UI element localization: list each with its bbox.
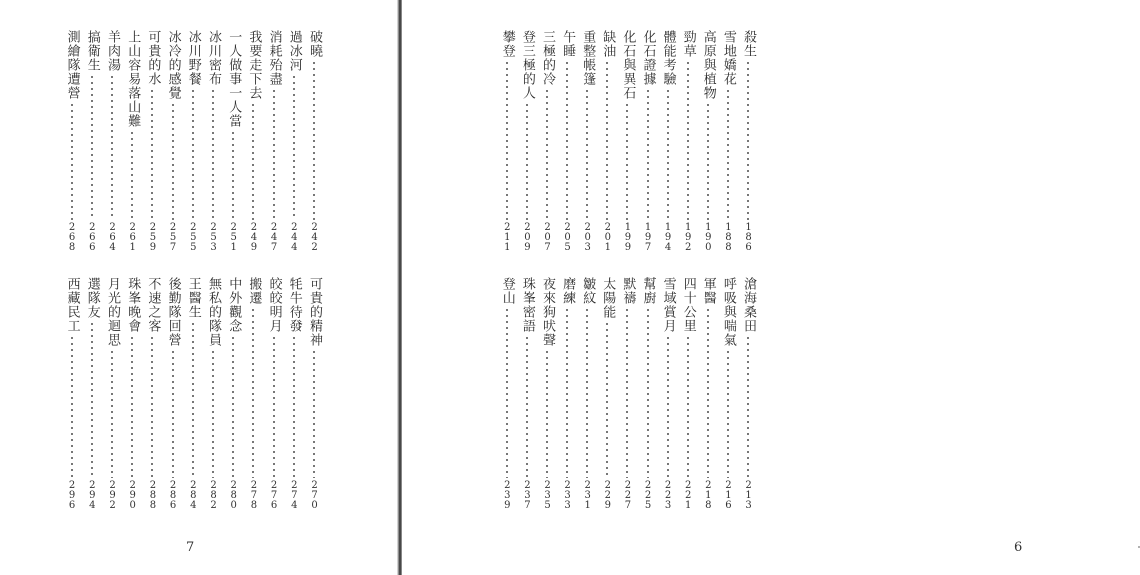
- toc-entry-page-number: 205: [562, 222, 574, 252]
- toc-entry-page-number: 253: [208, 222, 219, 252]
- toc-entry-title: 羊肉湯: [105, 30, 120, 72]
- dot-leader: [131, 335, 133, 478]
- toc-entry: [599, 277, 615, 510]
- toc-entry: [306, 30, 322, 252]
- toc-entry-title: 選隊友: [84, 277, 100, 319]
- toc-entry-page-number: 255: [187, 222, 199, 252]
- toc-entry-title: 午睡: [560, 30, 576, 58]
- toc-entry-page-number: 186: [743, 222, 754, 252]
- toc-entry-page-number: 192: [682, 222, 694, 252]
- toc-entry: [599, 30, 615, 252]
- dot-leader: [667, 335, 669, 478]
- dot-leader: [667, 88, 669, 220]
- dot-leader: [566, 60, 568, 220]
- dot-leader: [586, 307, 588, 478]
- toc-entry-page-number: 227: [622, 480, 634, 510]
- toc-entry: [720, 277, 736, 510]
- toc-entry-page-number: 268: [66, 222, 78, 252]
- toc-entry-title: 雪地嬌花: [720, 30, 736, 86]
- toc-entry-page-number: 257: [167, 222, 179, 252]
- toc-entry: [225, 277, 241, 510]
- toc-entry-title: 雪域賞月: [660, 277, 676, 333]
- dot-leader: [273, 88, 275, 220]
- dot-leader: [172, 102, 174, 220]
- dot-leader: [172, 349, 174, 478]
- toc-entry: [245, 30, 261, 252]
- toc-entry-title: 我要走下去: [246, 30, 262, 100]
- toc-entry: [165, 30, 181, 252]
- dot-leader: [151, 88, 153, 220]
- toc-entry-page-number: 284: [187, 480, 199, 510]
- toc-entry-title: 呼吸與喘氣: [720, 277, 736, 347]
- toc-entry-page-number: 282: [208, 480, 219, 510]
- toc-entry-page-number: 223: [662, 480, 674, 510]
- dot-leader: [91, 321, 93, 478]
- dot-leader: [192, 88, 194, 220]
- toc-entry: [84, 277, 100, 510]
- toc-entry: [124, 30, 140, 252]
- toc-entry-page-number: 233: [562, 480, 574, 510]
- page-number: 7: [186, 540, 195, 555]
- dot-leader: [626, 307, 628, 478]
- toc-entry-title: 化石證據: [640, 30, 656, 86]
- dot-leader: [647, 88, 649, 220]
- toc-entry-page-number: 244: [288, 222, 300, 252]
- toc-entry-page-number: 259: [147, 222, 159, 252]
- toc-entry: [64, 30, 80, 252]
- toc-entry: [266, 277, 282, 510]
- toc-entry: [640, 277, 656, 510]
- dot-leader: [91, 74, 93, 220]
- toc-entry: [619, 30, 635, 252]
- toc-entry-title: 登三極的人: [519, 30, 535, 100]
- toc-entry-title: 珠峯密語: [519, 277, 535, 333]
- dot-leader: [71, 335, 73, 478]
- toc-entry: [740, 277, 756, 510]
- dot-leader: [606, 60, 608, 220]
- toc-entry: [286, 30, 302, 252]
- toc-entry: [660, 277, 676, 510]
- toc-entry-title: 上山容易落山難: [125, 30, 141, 128]
- dot-leader: [707, 102, 709, 220]
- toc-entry-title: 重整帳篷: [580, 30, 596, 86]
- toc-entry-title: 軍醫: [700, 277, 716, 305]
- toc-entry-page-number: 221: [682, 480, 694, 510]
- dot-leader: [647, 307, 649, 478]
- toc-entry-page-number: 237: [521, 480, 533, 510]
- toc-entry: [559, 30, 575, 252]
- toc-entry-page-number: 229: [602, 480, 614, 510]
- dot-leader: [586, 88, 588, 220]
- toc-entry-page-number: 261: [127, 222, 139, 252]
- dot-leader: [606, 321, 608, 478]
- dot-leader: [252, 102, 254, 220]
- toc-entry-title: 滄海桑田: [741, 277, 756, 333]
- toc-entry-title: 中外觀念: [226, 277, 242, 333]
- dot-leader: [546, 88, 548, 220]
- toc-entry-page-number: 296: [66, 480, 78, 510]
- dot-leader: [71, 102, 73, 220]
- toc-entry: [84, 30, 100, 252]
- toc-entry: [499, 30, 515, 252]
- dot-leader: [232, 335, 234, 478]
- toc-entry: [205, 277, 221, 510]
- dot-leader: [506, 307, 508, 478]
- toc-entry-title: 搬遷: [246, 277, 262, 305]
- page-number: 6: [1014, 540, 1023, 555]
- dot-leader: [111, 74, 113, 220]
- toc-entry-title: 破曉: [307, 30, 322, 58]
- dot-leader: [232, 130, 234, 220]
- toc-entry-page-number: 194: [662, 222, 674, 252]
- toc-entry-page-number: 209: [521, 222, 533, 252]
- toc-entry: [720, 30, 736, 252]
- toc-entry-title: 不速之客: [145, 277, 161, 333]
- toc-entry-title: 冰川野餐: [185, 30, 201, 86]
- dot-leader: [192, 321, 194, 478]
- toc-entry-title: 珠峯晚會: [125, 277, 141, 333]
- toc-entry-page-number: 207: [542, 222, 553, 252]
- dot-leader: [707, 307, 709, 478]
- right-page: [402, 0, 1023, 575]
- toc-entry-page-number: 199: [622, 222, 634, 252]
- toc-entry-title: 冰冷的感覺: [165, 30, 181, 100]
- dot-leader: [212, 88, 214, 220]
- dot-leader: [313, 349, 315, 478]
- toc-entry: [519, 277, 535, 510]
- toc-entry: [185, 277, 201, 510]
- dot-leader: [252, 307, 254, 478]
- toc-entry-title: 西藏民工: [64, 277, 80, 333]
- toc-entry-page-number: 249: [248, 222, 260, 252]
- toc-entry-page-number: 288: [147, 480, 159, 510]
- toc-entry-title: 幫廚: [640, 277, 656, 305]
- dot-leader: [626, 102, 628, 220]
- toc-entry-page-number: 190: [702, 222, 714, 252]
- dot-leader: [526, 102, 528, 220]
- toc-entry-page-number: 251: [228, 222, 240, 252]
- toc-entry: [539, 30, 555, 252]
- toc-entry-title: 皺紋: [580, 277, 596, 305]
- toc-entry-title: 夜來狗吠聲: [540, 277, 555, 347]
- toc-entry-page-number: 235: [542, 480, 553, 510]
- dot-leader: [687, 60, 689, 220]
- toc-entry-title: 勁草: [680, 30, 696, 58]
- toc-entry-title: 過冰河: [286, 30, 302, 72]
- toc-entry-page-number: 239: [501, 480, 513, 510]
- toc-entry: [266, 30, 282, 252]
- toc-entry-title: 體能考驗: [660, 30, 676, 86]
- left-page: [0, 0, 398, 575]
- toc-entry-title: 消耗殆盡: [266, 30, 282, 86]
- toc-entry: [499, 277, 515, 510]
- toc-entry: [144, 277, 160, 510]
- toc-entry: [700, 277, 716, 510]
- toc-entry-title: 一人做事一人當: [226, 30, 242, 128]
- dot-leader: [727, 349, 729, 478]
- toc-entry-page-number: 292: [107, 480, 118, 510]
- toc-entry-page-number: 264: [107, 222, 118, 252]
- toc-entry: [245, 277, 261, 510]
- toc-entry-title: 測繪隊遭營: [64, 30, 80, 100]
- toc-entry: [680, 277, 696, 510]
- toc-entry-page-number: 280: [228, 480, 240, 510]
- toc-entry-title: 殺生: [741, 30, 756, 58]
- toc-entry: [104, 277, 120, 510]
- toc-entry: [640, 30, 656, 252]
- toc-entry-page-number: 218: [702, 480, 714, 510]
- dot-leader: [293, 74, 295, 220]
- toc-entry: [306, 277, 322, 510]
- dot-leader: [566, 307, 568, 478]
- toc-entry-title: 無私的隊員: [206, 277, 221, 347]
- toc-entry-title: 皎皎明月: [266, 277, 282, 333]
- toc-entry-page-number: 203: [582, 222, 594, 252]
- dot-leader: [131, 130, 133, 220]
- toc-entry-page-number: 276: [268, 480, 280, 510]
- toc-entry: [579, 30, 595, 252]
- toc-entry-title: 三極的冷: [540, 30, 555, 86]
- toc-entry-title: 王醫生: [185, 277, 201, 319]
- toc-entry-page-number: 216: [722, 480, 734, 510]
- toc-entry-page-number: 274: [288, 480, 300, 510]
- toc-entry: [225, 30, 241, 252]
- dot-leader: [151, 335, 153, 478]
- toc-entry: [539, 277, 555, 510]
- toc-entry: [559, 277, 575, 510]
- toc-entry-page-number: 231: [582, 480, 594, 510]
- toc-entry-title: 可貴的精神: [307, 277, 322, 347]
- dot-leader: [747, 60, 749, 220]
- toc-entry-title: 後勤隊回營: [165, 277, 181, 347]
- toc-entry-page-number: 294: [86, 480, 98, 510]
- toc-entry-page-number: 290: [127, 480, 139, 510]
- dot-leader: [111, 349, 113, 478]
- toc-entry-title: 磨練: [560, 277, 576, 305]
- toc-entry: [286, 277, 302, 510]
- toc-entry-page-number: 278: [248, 480, 260, 510]
- toc-entry-page-number: 286: [167, 480, 179, 510]
- toc-entry-title: 牦牛待發: [286, 277, 302, 333]
- toc-entry: [124, 277, 140, 510]
- toc-entry: [185, 30, 201, 252]
- toc-entry-page-number: 201: [602, 222, 614, 252]
- toc-entry: [579, 277, 595, 510]
- toc-entry-page-number: 211: [501, 222, 513, 252]
- toc-entry-page-number: 270: [309, 480, 320, 510]
- toc-entry-title: 四十公里: [680, 277, 696, 333]
- toc-entry: [205, 30, 221, 252]
- toc-entry-page-number: 225: [642, 480, 654, 510]
- dot-leader: [747, 335, 749, 478]
- toc-entry-title: 缺油: [600, 30, 616, 58]
- toc-entry: [165, 277, 181, 510]
- toc-entry: [64, 277, 80, 510]
- dot-leader: [506, 60, 508, 220]
- toc-entry-page-number: 266: [86, 222, 98, 252]
- dot-leader: [687, 335, 689, 478]
- dot-leader: [727, 88, 729, 220]
- toc-entry-page-number: 213: [743, 480, 754, 510]
- toc-entry: [660, 30, 676, 252]
- toc-entry-title: 登山: [499, 277, 515, 305]
- toc-entry: [144, 30, 160, 252]
- toc-entry: [104, 30, 120, 252]
- toc-entry-title: 攀登: [499, 30, 515, 58]
- toc-entry-page-number: 242: [309, 222, 320, 252]
- toc-entry-page-number: 247: [268, 222, 280, 252]
- toc-entry-title: 太陽能: [600, 277, 616, 319]
- dot-leader: [526, 335, 528, 478]
- dot-leader: [293, 335, 295, 478]
- toc-entry: [619, 277, 635, 510]
- toc-entry-title: 月光的迴思: [105, 277, 120, 347]
- toc-entry-title: 搞衛生: [84, 30, 100, 72]
- toc-entry: [740, 30, 756, 252]
- toc-entry-title: 冰川密布: [206, 30, 221, 86]
- toc-entry-page-number: 197: [642, 222, 654, 252]
- toc-entry-title: 默禱: [620, 277, 636, 305]
- dot-leader: [313, 60, 315, 220]
- toc-entry: [680, 30, 696, 252]
- toc-entry-title: 可貴的水: [145, 30, 161, 86]
- dot-leader: [273, 335, 275, 478]
- dot-leader: [546, 349, 548, 478]
- toc-entry-title: 高原與植物: [700, 30, 716, 100]
- toc-entry-page-number: 188: [722, 222, 734, 252]
- dot-leader: [212, 349, 214, 478]
- toc-entry: [519, 30, 535, 252]
- toc-entry: [700, 30, 716, 252]
- toc-entry-title: 化石與異石: [620, 30, 636, 100]
